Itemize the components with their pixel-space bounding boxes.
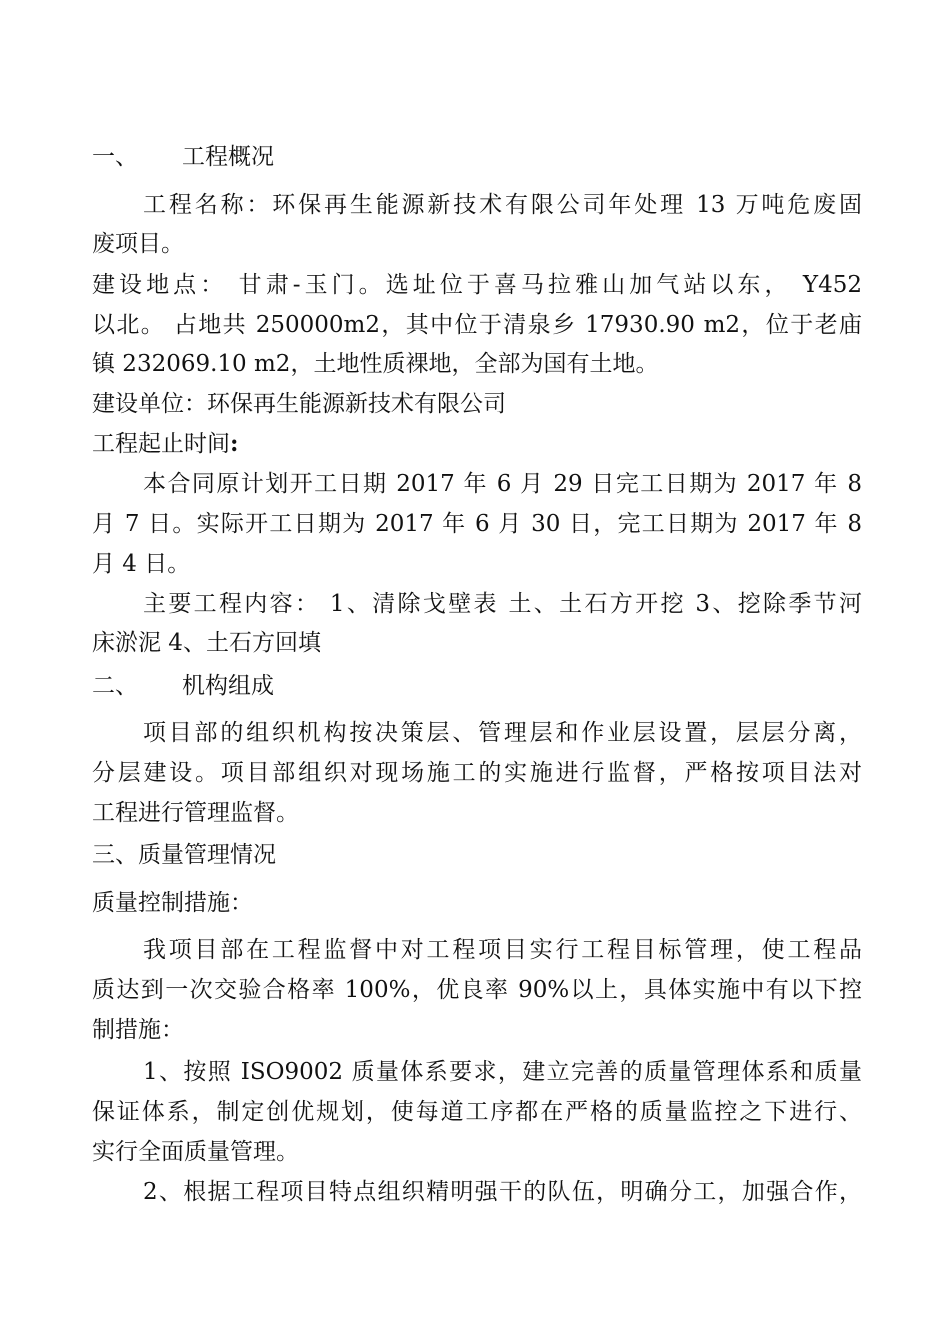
project-name-line-2: 废项目。	[92, 231, 184, 257]
measure-1-line-1: 1、按照 ISO9002 质量体系要求，建立完善的质量管理体系和质量	[143, 1059, 862, 1085]
section-2-body-line-2: 分层建设。项目部组织对现场施工的实施进行监督，严格按项目法对	[92, 760, 862, 786]
quality-control-subheading: 质量控制措施：	[92, 890, 253, 916]
quality-intro-line-3: 制措施：	[92, 1017, 184, 1043]
section-1-title: 工程概况	[182, 144, 274, 170]
section-1-heading	[92, 142, 862, 172]
measure-2-line-1: 2、根据工程项目特点组织精明强干的队伍，明确分工，加强合作，	[143, 1179, 862, 1205]
period-label: 工程起止时间	[92, 431, 230, 457]
location-line-1: 建设地点： 甘肃-玉门。选址位于喜马拉雅山加气站以东， Y452	[92, 272, 862, 298]
location-line-2: 以北。 占地共 250000m2，其中位于清泉乡 17930.90 m2，位于老庙	[92, 312, 862, 338]
measure-1-line-3: 实行全面质量管理。	[92, 1139, 299, 1165]
project-name-line-1: 工程名称：环保再生能源新技术有限公司年处理 13 万吨危废固	[143, 192, 862, 218]
section-2-body-line-1: 项目部的组织机构按决策层、管理层和作业层设置，层层分离，	[143, 720, 862, 746]
period-colon: :	[230, 430, 239, 457]
section-2-number: 二、	[92, 673, 138, 699]
construction-unit: 建设单位：环保再生能源新技术有限公司	[92, 391, 506, 417]
quality-intro-line-1: 我项目部在工程监督中对工程项目实行工程目标管理，使工程品	[143, 937, 862, 963]
period-line-3: 月 4 日。	[92, 551, 191, 577]
period-heading	[92, 429, 862, 459]
period-line-2: 月 7 日。实际开工日期为 2017 年 6 月 30 日，完工日期为 2017 年 8	[92, 511, 862, 537]
location-line-3: 镇 232069.10 m2，土地性质裸地，全部为国有土地。	[92, 351, 659, 377]
section-2-body-line-3: 工程进行管理监督。	[92, 800, 299, 826]
period-line-1: 本合同原计划开工日期 2017 年 6 月 29 日完工日期为 2017 年 8	[143, 471, 862, 497]
content-line-2: 床淤泥 4、土石方回填	[92, 630, 321, 656]
section-1-number: 一、	[92, 144, 138, 170]
section-2-heading	[92, 671, 862, 701]
section-3-heading: 三、质量管理情况	[92, 842, 276, 868]
measure-1-line-2: 保证体系，制定创优规划，使每道工序都在严格的质量监控之下进行、	[92, 1099, 862, 1125]
quality-intro-line-2: 质达到一次交验合格率 100%，优良率 90%以上，具体实施中有以下控	[92, 977, 862, 1003]
section-2-title: 机构组成	[182, 673, 274, 699]
content-line-1: 主要工程内容： 1、清除戈壁表 土、土石方开挖 3、挖除季节河	[143, 591, 862, 617]
